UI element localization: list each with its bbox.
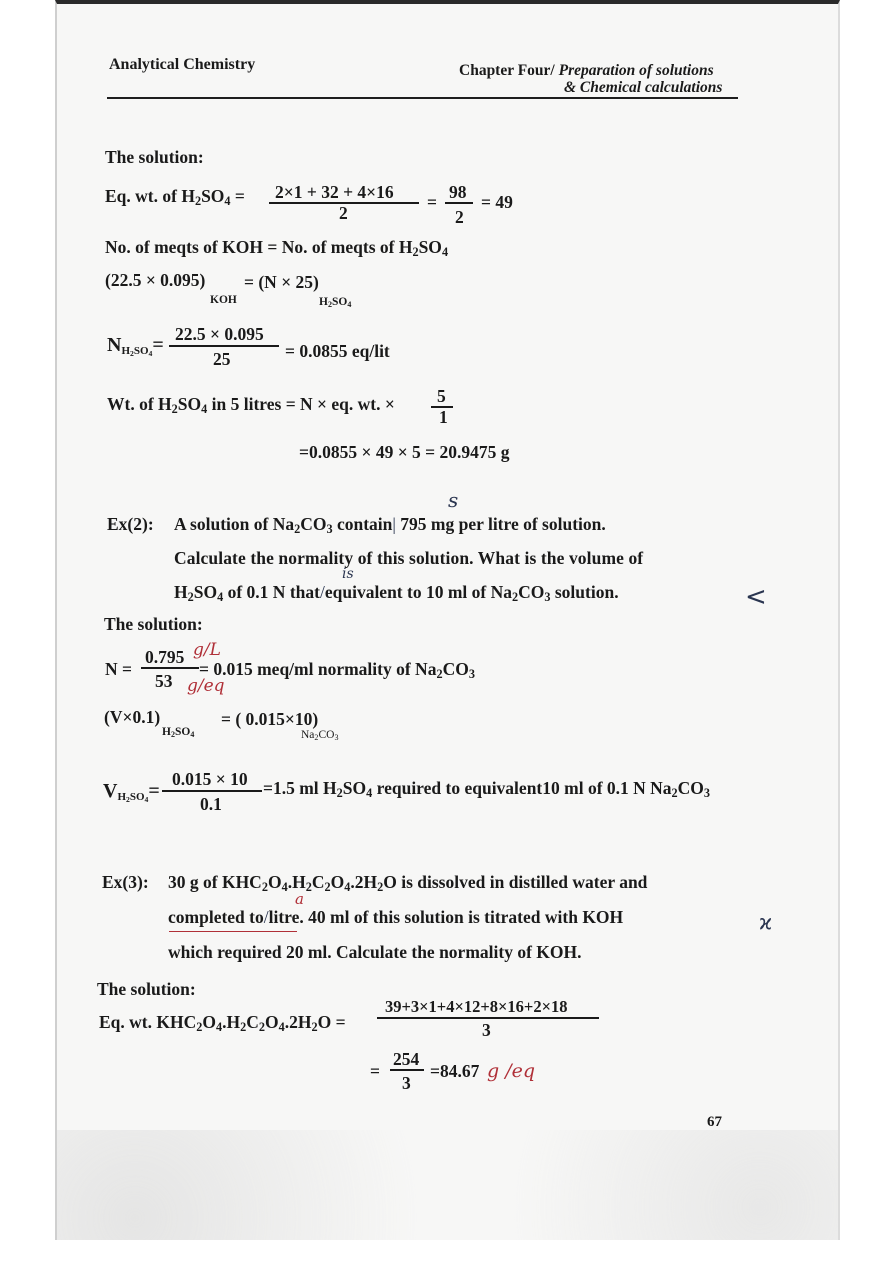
ex1-wt-calculation: =0.0855 × 49 × 5 = 20.9475 g xyxy=(299,442,510,462)
ex2-line3-b: of 0.1 N that xyxy=(223,582,320,602)
ex1-eqwt-numerator: 2×1 + 32 + 4×16 xyxy=(275,182,394,202)
ex1-meqts-text: No. of meqts of KOH = No. of meqts of H xyxy=(105,237,413,257)
ex2-line3: $H_2SO_4$ of 0.1 N that/equivalent to 10 ml of $Na_2CO_3$ solution. xyxy=(174,582,619,605)
ex2-line1: A solution of $Na_2CO_3$ contain| 795 mg per litre of solution. xyxy=(174,514,606,537)
ex3-result-value: =84.67 xyxy=(430,1061,480,1081)
ex1-equation-right: = (N × 25) xyxy=(244,272,319,292)
ex2-n-fraction-line xyxy=(141,667,199,669)
ex3-margin-mark: ϰ xyxy=(759,910,773,934)
ex3-line1-b: is dissolved in distilled water and xyxy=(396,872,648,892)
ex1-eqwt-fraction-line2 xyxy=(445,202,473,204)
ex2-n-result: = 0.015 meq/ml normality of $Na_2CO_3$ xyxy=(199,659,475,682)
ex2-line3-a: H xyxy=(174,582,188,602)
ex2-line1-a: A solution of Na xyxy=(174,514,295,534)
ex3-handwritten-a: a xyxy=(295,890,304,908)
ex3-line2: completed to/litre. 40 ml of this solution is titrated with KOH xyxy=(168,907,624,927)
ex2-line3-d: solution. xyxy=(550,582,619,602)
ex1-eqwt-equals: = xyxy=(427,192,437,212)
ex1-wt-line-rest: in 5 litres = N × eq. wt. × xyxy=(207,394,395,414)
ex1-meqts-line: No. of meqts of KOH = No. of meqts of $H_2SO_4$ xyxy=(105,237,449,260)
ex1-wt-line: Wt. of $H_2SO_4$ in 5 litres = N × eq. wt. × xyxy=(107,394,395,417)
ex2-handwritten-geq: g/eq xyxy=(187,676,225,696)
ex1-subscript-h2so4: $H_2SO_4$ xyxy=(319,296,352,309)
ex1-n-symbol: $N_{H_2SO_4}=$ xyxy=(107,334,164,358)
ex3-solution-label: The solution: xyxy=(97,979,196,999)
header-book-title: Analytical Chemistry xyxy=(109,56,256,73)
ex2-equation-right: = ( 0.015×10) xyxy=(221,709,319,729)
ex3-line1: 30 g of $KHC_2O_4.H_2C_2O_4.2H_2O$ is dissolved in distilled water and xyxy=(168,872,648,895)
ex2-v-numerator: 0.015 × 10 xyxy=(172,769,248,789)
ex3-result-numerator: 254 xyxy=(393,1049,420,1069)
ex1-eqwt-label: Eq. wt. of $H_2SO_4$ = xyxy=(105,186,245,209)
ex2-subscript-h2so4: $H_2SO_4$ xyxy=(162,726,195,739)
ex3-result-fraction-line xyxy=(390,1069,424,1071)
ex2-label: Ex(2): xyxy=(107,514,154,534)
ex2-v-fraction-line xyxy=(162,790,262,792)
ex1-eqwt-numerator2: 98 xyxy=(449,182,467,202)
ex2-solution-label: The solution: xyxy=(104,614,203,634)
ex1-n-fraction-line xyxy=(169,345,279,347)
header-chapter-italic2: & Chemical calculations xyxy=(564,79,723,96)
ex2-line2: Calculate the normality of this solution. What is the volume of xyxy=(174,548,644,568)
ex3-eqwt-label: Eq. wt. $KHC_2O_4.H_2C_2O_4.2H_2O$ = xyxy=(99,1012,346,1035)
ex2-handwritten-gl: g/L xyxy=(193,640,221,660)
ex2-line1-b: contain xyxy=(332,514,393,534)
ex2-v-result: =1.5 ml $H_2SO_4$ required to equivalent10 ml of 0.1 N $Na_2CO_3$ xyxy=(263,778,711,801)
ex2-handwritten-s: s xyxy=(448,488,459,512)
header-chapter xyxy=(459,62,714,80)
ex1-wt-line-text: Wt. of H xyxy=(107,394,172,414)
ex1-eqwt-denominator2: 2 xyxy=(455,207,464,227)
ex1-n-result: = 0.0855 eq/lit xyxy=(285,341,390,361)
ex3-label: Ex(3): xyxy=(102,872,149,892)
document-page xyxy=(55,0,840,1240)
ex1-wt-denominator: 1 xyxy=(439,407,448,427)
ex3-eqwt-label-text: Eq. wt. KHC xyxy=(99,1012,197,1032)
ex3-red-underline xyxy=(169,931,297,932)
ex1-solution-label: The solution: xyxy=(105,147,204,167)
ex1-eqwt-label-text: Eq. wt. of H xyxy=(105,186,195,206)
ex3-result-denominator: 3 xyxy=(402,1073,411,1093)
ex2-line1-c: 795 mg per litre of solution. xyxy=(395,514,606,534)
page-number: 67 xyxy=(707,1114,722,1130)
ex2-v-symbol: $V_{H_2SO_4}=$ xyxy=(103,780,160,804)
ex2-v-denominator: 0.1 xyxy=(200,794,222,814)
ex3-line2-a: completed to xyxy=(168,907,264,927)
ex3-line3: which required 20 ml. Calculate the normality of KOH. xyxy=(168,942,582,962)
ex2-v-result-a: =1.5 ml H xyxy=(263,778,337,798)
ex2-subscript-na2co3: $Na_2CO_3$ xyxy=(301,729,339,742)
ex2-n-symbol: N = xyxy=(105,659,132,679)
ex3-handwritten-geq: g /eq xyxy=(487,1060,536,1082)
ex1-equation-left: (22.5 × 0.095) xyxy=(105,270,206,290)
ex2-handwritten-is: is xyxy=(342,566,354,582)
ex2-n-result-text: = 0.015 meq/ml normality of Na xyxy=(199,659,437,679)
ex1-subscript-h2so4-text: H xyxy=(319,296,328,308)
scan-noise xyxy=(57,1130,838,1240)
ex1-n-numerator: 22.5 × 0.095 xyxy=(175,324,264,344)
ex1-eqwt-denominator: 2 xyxy=(339,203,348,223)
ex2-equation-left: (V×0.1) xyxy=(104,707,161,727)
header-rule xyxy=(107,97,738,99)
ex3-eqwt-denominator: 3 xyxy=(482,1020,491,1040)
ex2-n-numerator: 0.795 xyxy=(145,647,185,667)
ex2-n-denominator: 53 xyxy=(155,671,173,691)
header-chapter-italic1: Preparation of solutions xyxy=(558,62,714,79)
ex2-line3-c: equivalent to 10 ml of Na xyxy=(324,582,512,602)
ex3-eqwt-numerator: 39+3×1+4×12+8×16+2×18 xyxy=(385,997,568,1016)
header-chapter-prefix: Chapter Four/ xyxy=(459,62,559,79)
ex3-line2-b: litre. 40 ml of this solution is titrated with KOH xyxy=(268,907,624,927)
ex3-line1-a: 30 g of KHC xyxy=(168,872,262,892)
ex2-v-result-b: required to equivalent10 ml of 0.1 N Na xyxy=(372,778,672,798)
ex1-subscript-koh: KOH xyxy=(210,294,237,306)
ex3-result-equals: = xyxy=(370,1061,380,1081)
ex2-margin-mark: < xyxy=(745,582,767,612)
ex1-n-denominator: 25 xyxy=(213,349,231,369)
ex1-wt-numerator: 5 xyxy=(437,386,446,406)
ex3-eqwt-fraction-line xyxy=(377,1017,599,1019)
ex1-eqwt-result: = 49 xyxy=(481,192,513,212)
